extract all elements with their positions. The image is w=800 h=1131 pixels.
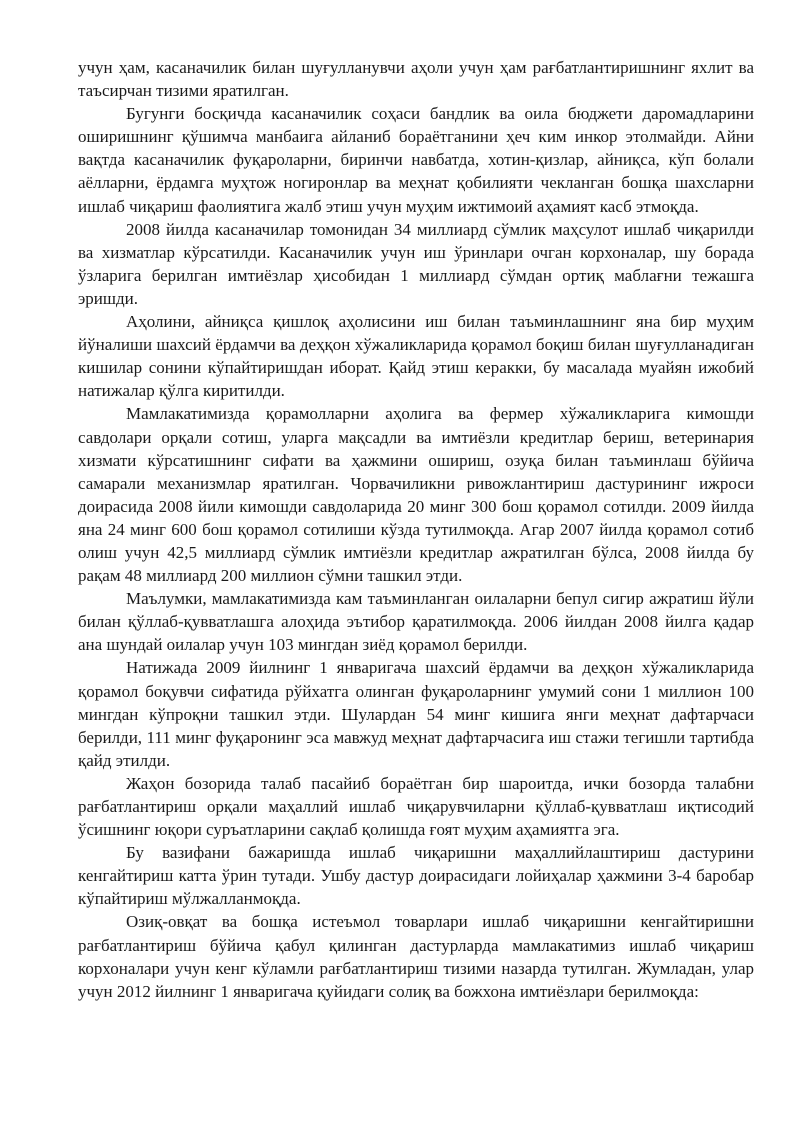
paragraph-domestic-demand: Жаҳон бозорида талаб пасайиб бораётган бир шароитда, ички бозорда талабни рағбатлантириш орқали маҳаллий ишлаб чиқарувчиларни қўллаб-қувватлаш иқтисодий ўсишнинг юқори суръатларини сақлаб қолишда ғоят муҳим аҳамиятга эга.: [78, 773, 754, 840]
paragraph-free-cows: Маълумки, мамлакатимизда кам таъминланган оилаларни бепул сигир ажратиш йўли билан қўллаб-қувватлашга алоҳида эътибор қаратилмоқда. 2006 йилдан 2008 йилга қадар ана шундай оилалар учун 103 мингдан зиёд қорамол берилди.: [78, 589, 754, 655]
paragraph-home-based-work-role: Бугунги босқичда касаначилик соҳаси бандлик ва оила бюджети даромадларини оширишнинг қўшимча манбаига айланиб бораётганини ҳеч ким инкор этолмайди. Айни вақтда касаначилик фуқароларни, биринчи навбатда, хотин-қизлар, айниқса, кўп болали аёлларни, ёрдамга муҳтож ногиронлар ва меҳнат қобилияти чекланган бошқа шахсларни ишлаб чиқариш фаолиятига жалб этиш учун муҳим ижтимоий аҳамият касб этмоқда.: [78, 104, 754, 216]
paragraph-localization-program: Бу вазифани бажаришда ишлаб чиқаришни маҳаллийлаштириш дастурини кенгайтириш катта ўрин тутади. Ушбу дастур доирасидаги лойиҳалар ҳажмини 3-4 баробар кўпайтириш мўлжалланмоқда.: [78, 843, 754, 909]
paragraph-cattle-auctions: Мамлакатимизда қорамолларни аҳолига ва фермер хўжаликларига кимошди савдолари орқали сотиш, уларга мақсадли ва имтиёзли кредитлар бериш, ветеринария хизмати кўрсатишнинг сифати ва ҳажмини ошириш, озуқа билан таъминлаш бўйича самарали механизмлар яратилган. Чорвачиликни ривожлантириш дастурининг ижроси доирасида 2008 йили кимошди савдоларида 20 минг 300 бош қорамол сотилди. 2009 йилда яна 24 минг 600 бош қорамол сотилиши кўзда тутилмоқда. Агар 2007 йилда қорамол сотиб олиш учун 42,5 миллиард сўмлик имтиёзли кредитлар ажратилган бўлса, 2008 йилда бу рақам 48 миллиард 200 миллион сўмни ташкил этди.: [78, 404, 754, 586]
paragraph-rural-employment: Аҳолини, айниқса қишлоқ аҳолисини иш билан таъминлашнинг яна бир муҳим йўналиши шахсий ёрдамчи ва деҳқон хўжаликларида қорамол боқиш билан шуғулланадиган кишилар сонини кўпайтиришдан иборат. Қайд этиш керакки, бу масалада муайян ижобий натижалар қўлга киритилди.: [78, 312, 754, 401]
paragraph-registered-citizens: Натижада 2009 йилнинг 1 январигача шахсий ёрдамчи ва деҳқон хўжаликларида қорамол боқувчи сифатида рўйхатга олинган фуқароларнинг умумий сони 1 миллион 100 мингдан кўпроқни ташкил этди. Шулардан 54 минг кишига янги меҳнат дафтарчаси берилди, 111 минг фуқаронинг эса мавжуд меҳнат дафтарчасига иш стажи тегишли тартибда қайд этилди.: [78, 658, 754, 770]
document-page: [78, 56, 754, 1003]
paragraph-consumer-goods-incentives: Озиқ-овқат ва бошқа истеъмол товарлари ишлаб чиқаришни кенгайтиришни рағбатлантириш бўйича қабул қилинган дастурларда мамлакатимиз ишлаб чиқариш корхоналари учун кенг кўламли рағбатлантириш тизими назарда тутилган. Жумладан, улар учун 2012 йилнинг 1 январигача қуйидаги солиқ ва божхона имтиёзлари берилмоқда:: [78, 912, 754, 1001]
paragraph-continuation: учун ҳам, касаначилик билан шуғулланувчи аҳоли учун ҳам рағбатлантиришнинг яхлит ва таъсирчан тизими яратилган.: [78, 58, 754, 101]
paragraph-2008-production: 2008 йилда касаначилар томонидан 34 миллиард сўмлик маҳсулот ишлаб чиқарилди ва хизматлар кўрсатилди. Касаначилик учун иш ўринлари очган корхоналар, шу борада ўзларига берилган имтиёзлар ҳисобидан 1 миллиард сўмдан ортиқ маблағни тежашга эришди.: [78, 219, 754, 308]
